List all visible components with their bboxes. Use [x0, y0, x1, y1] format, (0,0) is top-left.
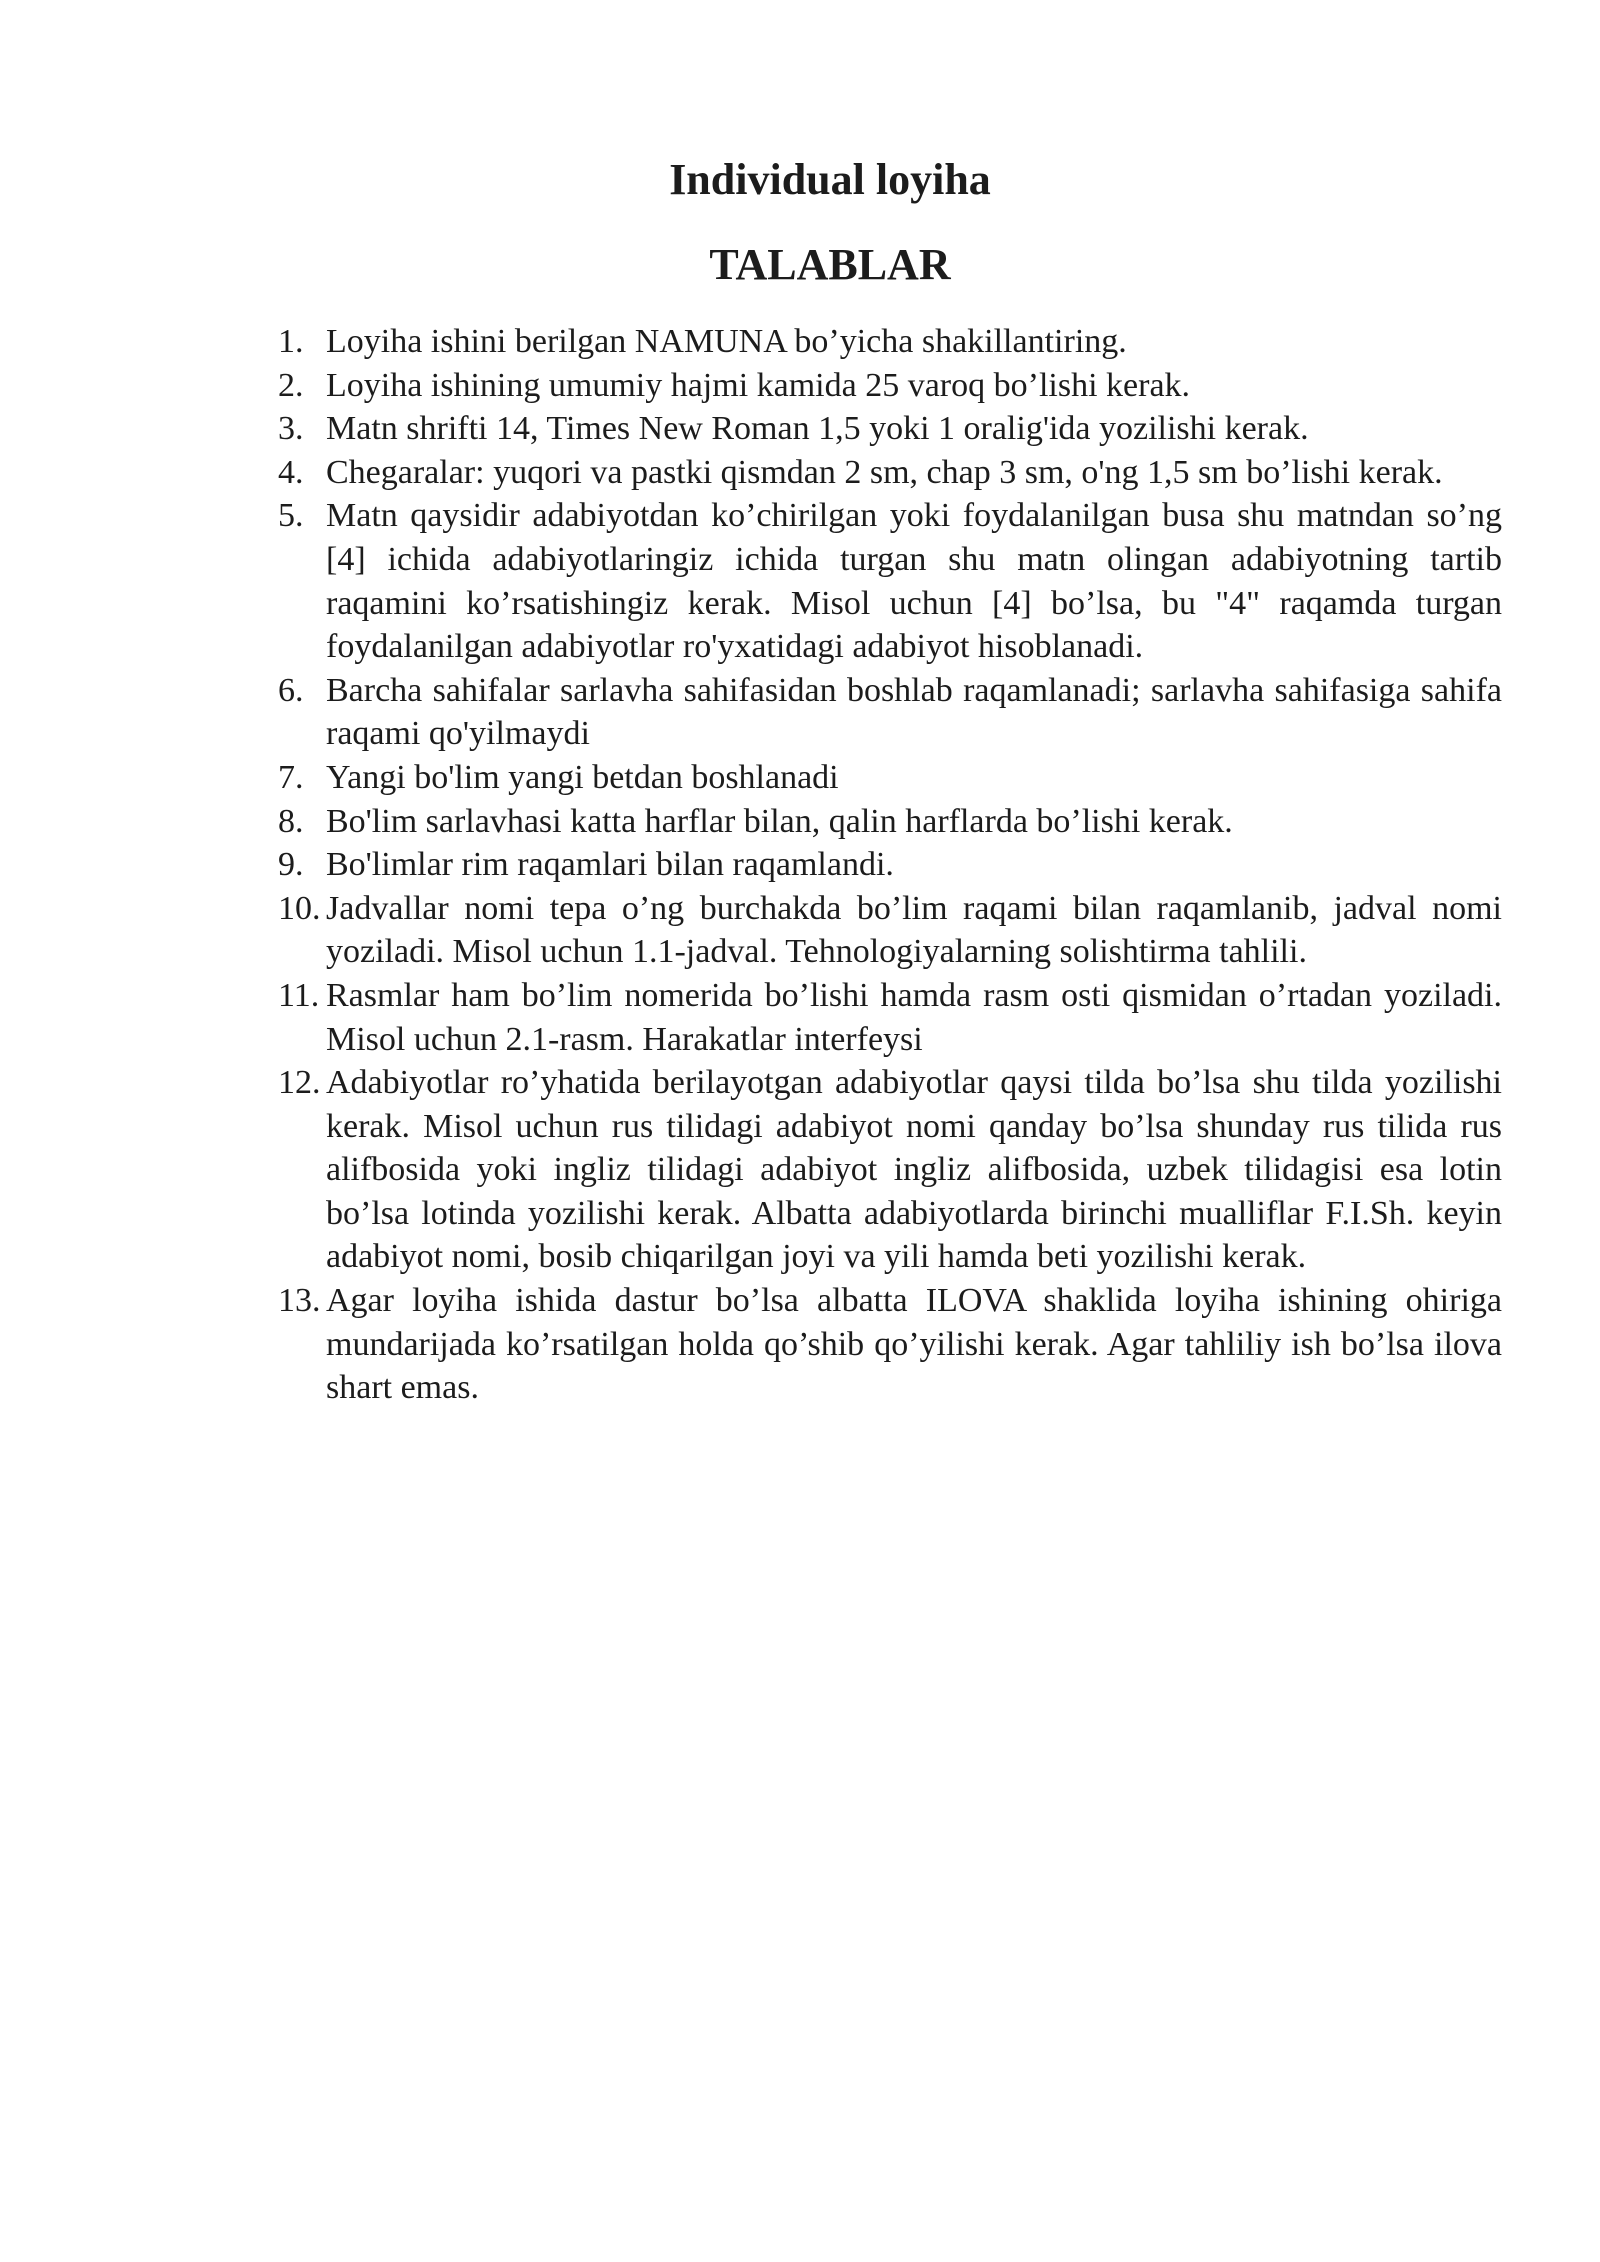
requirement-item [270, 451, 1502, 495]
requirement-text: Jadvallar nomi tepa o’ng burchakda bo’lim raqami bilan raqamlanib, jadval nomi yoziladi. Misol uchun 1.1-jadval. Tehnologiyalarning solishtirma tahlili. [326, 889, 1502, 971]
requirement-item [270, 364, 1502, 408]
requirement-text: Bo'limlar rim raqamlari bilan raqamlandi. [326, 846, 894, 884]
document-subtitle: TALABLAR [709, 240, 951, 289]
requirement-text: Rasmlar ham bo’lim nomerida bo’lishi hamda rasm osti qismidan o’rtadan yoziladi. Misol uchun 2.1-rasm. Harakatlar interfeysi [326, 976, 1502, 1058]
requirement-number: 5. [278, 497, 304, 535]
requirement-item [270, 320, 1502, 364]
requirement-number: 7. [278, 758, 304, 796]
requirement-item [270, 974, 1502, 1061]
requirement-item [270, 494, 1502, 668]
requirement-text: Yangi bo'lim yangi betdan boshlanadi [326, 758, 839, 796]
requirement-text: Agar loyiha ishida dastur bo’lsa albatta ILOVA shaklida loyiha ishining ohiriga mundarijada ko’rsatilgan holda qo’shib qo’yilishi kerak. Agar tahliliy ish bo’lsa ilova shart emas. [326, 1282, 1502, 1407]
requirement-item [270, 669, 1502, 756]
requirement-number: 4. [278, 453, 304, 491]
requirement-number: 13. [278, 1282, 321, 1320]
requirement-text: Barcha sahifalar sarlavha sahifasidan boshlab raqamlanadi; sarlavha sahifasiga sahifa raqami qo'yilmaydi [326, 671, 1502, 753]
requirement-number: 8. [278, 802, 304, 840]
requirement-item [270, 756, 1502, 800]
requirement-item [270, 843, 1502, 887]
requirement-text: Loyiha ishining umumiy hajmi kamida 25 varoq bo’lishi kerak. [326, 366, 1191, 404]
requirement-number: 1. [278, 323, 304, 360]
requirement-text: Bo'lim sarlavhasi katta harflar bilan, qalin harflarda bo’lishi kerak. [326, 802, 1233, 840]
requirement-number: 9. [278, 846, 304, 884]
document-title: Individual loyiha [669, 155, 991, 204]
requirement-number: 10. [278, 889, 321, 927]
requirement-item [270, 887, 1502, 974]
requirement-number: 6. [278, 671, 304, 709]
requirement-text: Chegaralar: yuqori va pastki qismdan 2 sm, chap 3 sm, o'ng 1,5 sm bo’lishi kerak. [326, 453, 1443, 491]
requirement-item [270, 1279, 1502, 1410]
requirement-number: 12. [278, 1064, 321, 1102]
requirement-text: Matn qaysidir adabiyotdan ko’chirilgan yoki foydalanilgan busa shu matndan so’ng [4] ichida adabiyotlaringiz ichida turgan shu matn olingan adabiyotning tartib raqamini ko’rsatishingiz kerak. Misol uchun [4] bo’lsa, bu "4" raqamda turgan foydalanilgan adabiyotlar ro'yxatidagi adabiyot hisoblanadi. [326, 497, 1502, 666]
requirement-item [270, 1061, 1502, 1279]
requirement-item [270, 407, 1502, 451]
requirement-text: Loyiha ishini berilgan NAMUNA bo’yicha shakillantiring. [326, 323, 1127, 360]
requirement-text: Adabiyotlar ro’yhatida berilayotgan adabiyotlar qaysi tilda bo’lsa shu tilda yozilishi kerak. Misol uchun rus tilidagi adabiyot nomi qanday bo’lsa shunday rus tilida rus alifbosida yoki ingliz tilidagi adabiyot ingliz alifbosida, uzbek tilidagisi esa lotin bo’lsa lotinda yozilishi kerak. Albatta adabiyotlarda birinchi mualliflar F.I.Sh. keyin adabiyot nomi, bosib chiqarilgan joyi va yili hamda beti yozilishi kerak. [326, 1064, 1502, 1276]
requirement-number: 3. [278, 410, 304, 448]
requirement-number: 2. [278, 366, 304, 404]
requirements-list [270, 320, 1502, 1410]
requirement-number: 11. [278, 976, 320, 1014]
requirement-text: Matn shrifti 14, Times New Roman 1,5 yoki 1 oralig'ida yozilishi kerak. [326, 410, 1309, 448]
requirement-item [270, 800, 1502, 844]
